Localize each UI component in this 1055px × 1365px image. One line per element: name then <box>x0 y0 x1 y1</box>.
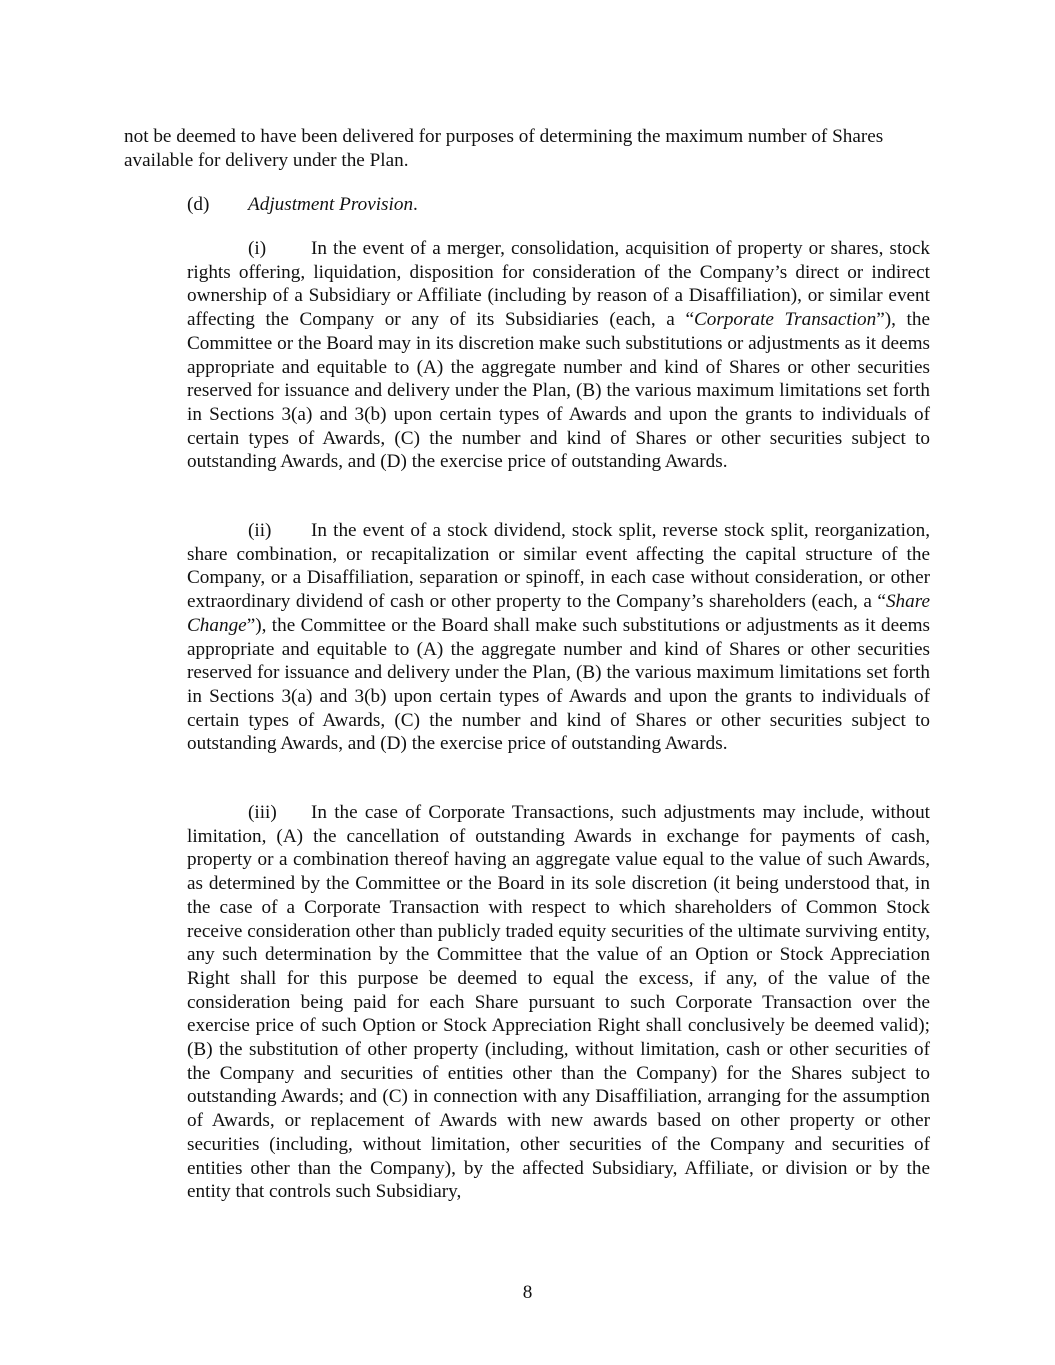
clause-i-label: (i) <box>248 238 267 259</box>
clause-iii-label: (iii) <box>248 802 277 823</box>
clause-ii-defined-term: Share Change <box>187 591 930 636</box>
clause-i-paragraph <box>187 237 930 474</box>
section-number: (d) <box>187 194 210 215</box>
clause-i-text-before: In the event of a merger, consolidation, acquisition of property or shares, stock rights offering, liquidation, disposition for consideration of the Company’s direct or indirect ownership of a Subsidiary or Affiliate (including by reason of a Disaffiliation), or similar event affecting the Company or any of its Subsidiaries (each, a “ <box>187 238 930 331</box>
clause-ii-text-after: ”), the Committee or the Board shall make such substitutions or adjustments as it deems appropriate and equitable to (A) the aggregate number and kind of Shares or other securities reserved for issuance and delivery under the Plan, (B) the various maximum limitations set forth in Sections 3(a) and 3(b) upon certain types of Awards and upon the grants to individuals of certain types of Awards, (C) the number and kind of Shares or other securities subject to outstanding Awards, and (D) the exercise price of outstanding Awards. <box>187 614 930 755</box>
section-title-suffix: . <box>413 194 418 215</box>
clause-iii-paragraph <box>187 801 930 1204</box>
section-title: Adjustment Provision <box>248 194 414 215</box>
continuation-paragraph: not be deemed to have been delivered for purposes of determining the maximum number of Shares available for delivery under the Plan. <box>124 126 884 171</box>
section-heading <box>187 193 930 217</box>
clause-ii-paragraph <box>187 519 930 756</box>
clause-i-text-after: ”), the Committee or the Board may in its discretion make such substitutions or adjustments as it deems appropriate and equitable to (A) the aggregate number and kind of Shares or other securities reserved for issuance and delivery under the Plan, (B) the various maximum limitations set forth in Sections 3(a) and 3(b) upon certain types of Awards and upon the grants to individuals of certain types of Awards, (C) the number and kind of Shares or other securities subject to outstanding Awards, and (D) the exercise price of outstanding Awards. <box>187 309 930 473</box>
page-number: 8 <box>522 1282 533 1303</box>
clause-ii-label: (ii) <box>248 520 272 541</box>
clause-i-defined-term: Corporate Transaction <box>693 309 877 331</box>
clause-ii-text-before: In the event of a stock dividend, stock split, reverse stock split, reorganization, share combination, or recapitalization or similar event affecting the capital structure of the Company, or a Disaffiliation, separation or spinoff, in each case without consideration, or other extraordinary dividend of cash or other property to the Company’s shareholders (each, a “ <box>187 520 930 613</box>
clause-iii-text: In the case of Corporate Transactions, such adjustments may include, without limitation, (A) the cancellation of outstanding Awards in exchange for payments of cash, property or a combination thereof having an aggregate value equal to the value of such Awards, as determined by the Committee or the Board in its sole discretion (it being understood that, in the case of a Corporate Transaction with respect to which shareholders of Common Stock receive consideration other than publicly traded equity securities of the ultimate surviving entity, any such determination by the Committee that the value of an Option or Stock Appreciation Right shall for this purpose be deemed to equal the excess, if any, of the value of the consideration being paid for each Share pursuant to such Corporate Transaction over the exercise price of such Option or Stock Appreciation Right shall conclusively be deemed valid); (B) the substitution of other property (including, without limitation, cash or other securities of the Company and securities of entities other than the Company) for the Shares subject to outstanding Awards; and (C) in connection with any Disaffiliation, arranging for the assumption of Awards, or replacement of Awards with new awards based on other property or other securities (including, without limitation, other securities of the Company and securities of entities other than the Company), by the affected Subsidiary, Affiliate, or division or by the entity that controls such Subsidiary, <box>187 802 930 1203</box>
